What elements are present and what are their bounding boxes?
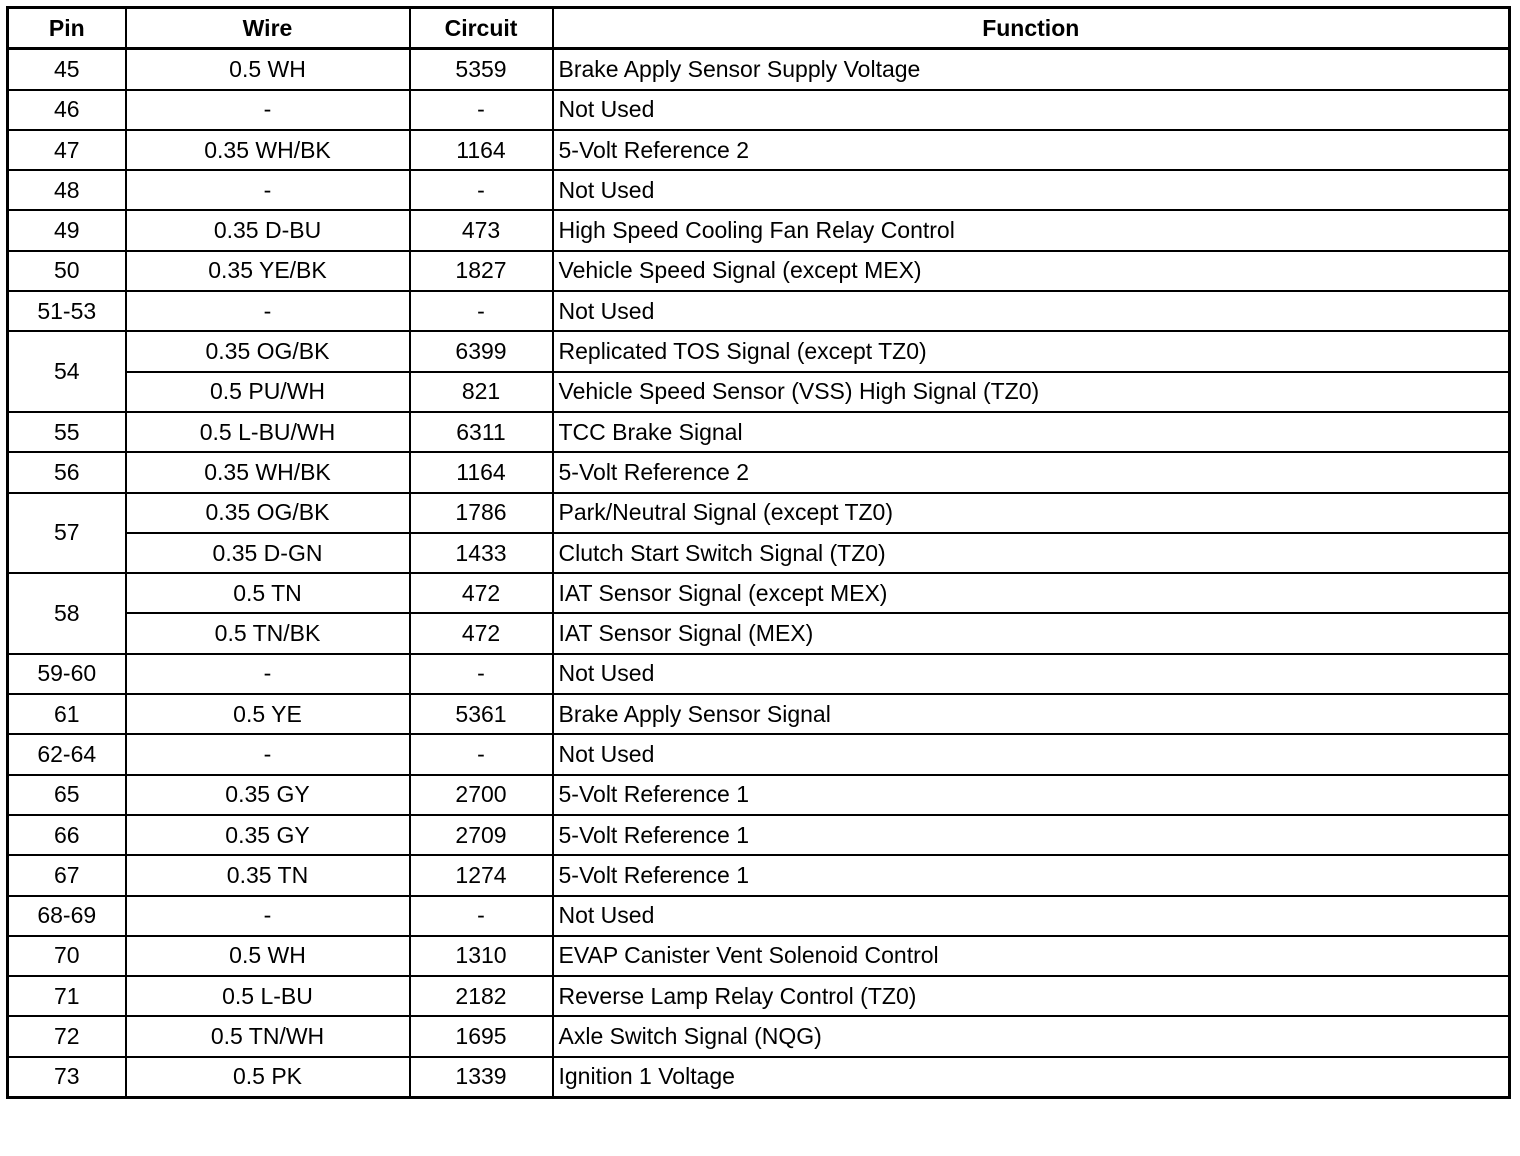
table-row [8, 452, 1510, 492]
wire-cell: 0.35 OG/BK [126, 331, 410, 371]
table-row [8, 613, 1510, 653]
table-row [8, 896, 1510, 936]
header-wire: Wire [126, 8, 410, 49]
function-cell: Not Used [553, 90, 1510, 130]
pin-cell: 48 [8, 170, 126, 210]
pin-cell: 57 [8, 493, 126, 574]
function-cell: Replicated TOS Signal (except TZ0) [553, 331, 1510, 371]
table-row [8, 936, 1510, 976]
circuit-cell: - [410, 896, 553, 936]
wire-cell: 0.35 D-BU [126, 210, 410, 250]
table-row [8, 694, 1510, 734]
function-cell: Ignition 1 Voltage [553, 1057, 1510, 1098]
function-cell: Clutch Start Switch Signal (TZ0) [553, 533, 1510, 573]
wire-cell: 0.5 PK [126, 1057, 410, 1098]
table-row [8, 573, 1510, 613]
function-cell: Park/Neutral Signal (except TZ0) [553, 493, 1510, 533]
table-row [8, 1016, 1510, 1056]
wire-cell: 0.5 TN/WH [126, 1016, 410, 1056]
wire-cell: - [126, 896, 410, 936]
pin-cell: 47 [8, 130, 126, 170]
pin-cell: 62-64 [8, 734, 126, 774]
pin-cell: 65 [8, 775, 126, 815]
wire-cell: 0.35 WH/BK [126, 452, 410, 492]
function-cell: Not Used [553, 734, 1510, 774]
function-cell: Not Used [553, 291, 1510, 331]
pin-cell: 59-60 [8, 654, 126, 694]
function-cell: 5-Volt Reference 2 [553, 130, 1510, 170]
circuit-cell: 1695 [410, 1016, 553, 1056]
table-row [8, 291, 1510, 331]
table-row [8, 412, 1510, 452]
circuit-cell: - [410, 90, 553, 130]
circuit-cell: 472 [410, 573, 553, 613]
circuit-cell: 472 [410, 613, 553, 653]
pin-cell: 71 [8, 976, 126, 1016]
table-row [8, 493, 1510, 533]
circuit-cell: 6399 [410, 331, 553, 371]
function-cell: IAT Sensor Signal (except MEX) [553, 573, 1510, 613]
table-row [8, 49, 1510, 90]
function-cell: 5-Volt Reference 1 [553, 815, 1510, 855]
header-pin: Pin [8, 8, 126, 49]
table-row [8, 734, 1510, 774]
pin-cell: 73 [8, 1057, 126, 1098]
function-cell: 5-Volt Reference 1 [553, 775, 1510, 815]
circuit-cell: 1310 [410, 936, 553, 976]
function-cell: EVAP Canister Vent Solenoid Control [553, 936, 1510, 976]
wire-cell: - [126, 291, 410, 331]
circuit-cell: - [410, 291, 553, 331]
circuit-cell: 1827 [410, 251, 553, 291]
table-body [8, 49, 1510, 1098]
function-cell: Brake Apply Sensor Supply Voltage [553, 49, 1510, 90]
pin-cell: 45 [8, 49, 126, 90]
table-row [8, 130, 1510, 170]
wire-cell: - [126, 90, 410, 130]
circuit-cell: 821 [410, 372, 553, 412]
table-row [8, 815, 1510, 855]
table-row [8, 654, 1510, 694]
circuit-cell: 1274 [410, 855, 553, 895]
function-cell: IAT Sensor Signal (MEX) [553, 613, 1510, 653]
circuit-cell: 2709 [410, 815, 553, 855]
pin-cell: 70 [8, 936, 126, 976]
wire-cell: 0.5 WH [126, 49, 410, 90]
wire-cell: 0.35 WH/BK [126, 130, 410, 170]
pin-cell: 51-53 [8, 291, 126, 331]
table-header [8, 8, 1510, 49]
wire-cell: 0.35 OG/BK [126, 493, 410, 533]
pin-cell: 66 [8, 815, 126, 855]
table-row [8, 331, 1510, 371]
table-row [8, 90, 1510, 130]
table-row [8, 1057, 1510, 1098]
pin-cell: 46 [8, 90, 126, 130]
function-cell: Axle Switch Signal (NQG) [553, 1016, 1510, 1056]
circuit-cell: 1433 [410, 533, 553, 573]
function-cell: Brake Apply Sensor Signal [553, 694, 1510, 734]
wire-cell: 0.35 D-GN [126, 533, 410, 573]
wire-cell: 0.35 GY [126, 815, 410, 855]
header-circuit: Circuit [410, 8, 553, 49]
circuit-cell: 2182 [410, 976, 553, 1016]
wire-cell: 0.5 PU/WH [126, 372, 410, 412]
table-row [8, 533, 1510, 573]
function-cell: Not Used [553, 896, 1510, 936]
wire-cell: 0.35 GY [126, 775, 410, 815]
circuit-cell: 5361 [410, 694, 553, 734]
circuit-cell: 473 [410, 210, 553, 250]
wire-cell: 0.5 L-BU/WH [126, 412, 410, 452]
circuit-cell: - [410, 654, 553, 694]
circuit-cell: 1164 [410, 130, 553, 170]
circuit-cell: - [410, 734, 553, 774]
pin-cell: 61 [8, 694, 126, 734]
circuit-cell: - [410, 170, 553, 210]
pin-cell: 56 [8, 452, 126, 492]
wire-cell: 0.5 WH [126, 936, 410, 976]
table-row [8, 372, 1510, 412]
circuit-cell: 1786 [410, 493, 553, 533]
function-cell: Reverse Lamp Relay Control (TZ0) [553, 976, 1510, 1016]
wire-cell: 0.5 TN/BK [126, 613, 410, 653]
circuit-cell: 1164 [410, 452, 553, 492]
wire-cell: 0.35 YE/BK [126, 251, 410, 291]
function-cell: 5-Volt Reference 2 [553, 452, 1510, 492]
pin-cell: 55 [8, 412, 126, 452]
pin-cell: 54 [8, 331, 126, 412]
pin-cell: 58 [8, 573, 126, 654]
table-row [8, 210, 1510, 250]
function-cell: Not Used [553, 654, 1510, 694]
circuit-cell: 1339 [410, 1057, 553, 1098]
table-row [8, 976, 1510, 1016]
wire-cell: 0.35 TN [126, 855, 410, 895]
circuit-cell: 6311 [410, 412, 553, 452]
header-function: Function [553, 8, 1510, 49]
function-cell: High Speed Cooling Fan Relay Control [553, 210, 1510, 250]
function-cell: Vehicle Speed Signal (except MEX) [553, 251, 1510, 291]
wire-cell: 0.5 TN [126, 573, 410, 613]
function-cell: Not Used [553, 170, 1510, 210]
header-row [8, 8, 1510, 49]
wire-cell: 0.5 YE [126, 694, 410, 734]
wire-cell: 0.5 L-BU [126, 976, 410, 1016]
table-row [8, 775, 1510, 815]
function-cell: Vehicle Speed Sensor (VSS) High Signal (TZ0) [553, 372, 1510, 412]
function-cell: 5-Volt Reference 1 [553, 855, 1510, 895]
pin-cell: 49 [8, 210, 126, 250]
circuit-cell: 2700 [410, 775, 553, 815]
table-row [8, 855, 1510, 895]
circuit-cell: 5359 [410, 49, 553, 90]
wire-cell: - [126, 170, 410, 210]
pinout-table [6, 6, 1511, 1099]
function-cell: TCC Brake Signal [553, 412, 1510, 452]
table-row [8, 170, 1510, 210]
pin-cell: 50 [8, 251, 126, 291]
pin-cell: 68-69 [8, 896, 126, 936]
pin-cell: 67 [8, 855, 126, 895]
table-row [8, 251, 1510, 291]
pin-cell: 72 [8, 1016, 126, 1056]
wire-cell: - [126, 654, 410, 694]
wire-cell: - [126, 734, 410, 774]
